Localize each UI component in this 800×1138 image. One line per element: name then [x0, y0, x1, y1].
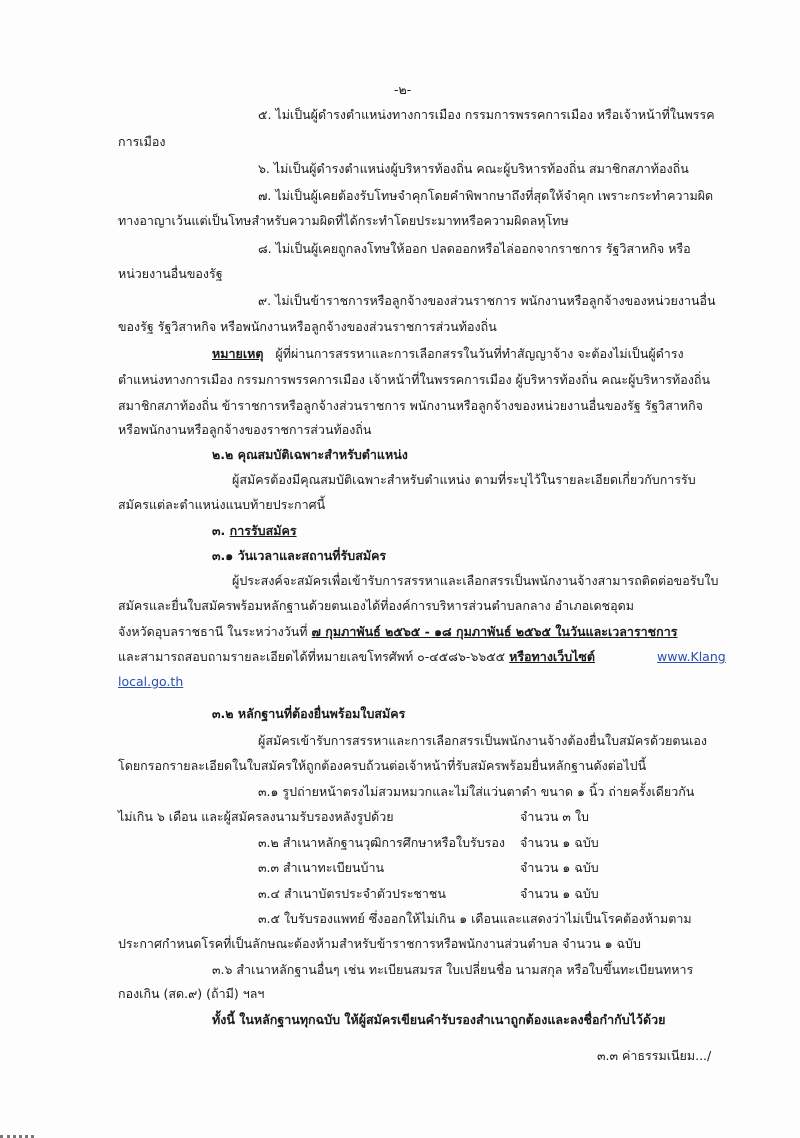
doc-4: ๓.๔ สำเนาบัตรประจำตัวประชาชน: [258, 886, 446, 901]
section-3-1-line-4: [118, 648, 595, 666]
website-label: หรือทางเว็บไซต์: [509, 649, 596, 664]
section-3-title: การรับสมัคร: [229, 523, 297, 538]
doc-4-quantity: จำนวน ๑ ฉบับ: [520, 886, 599, 901]
doc-2: ๓.๒ สำเนาหลักฐานวุฒิการศึกษาหรือใบรับรอง: [258, 835, 505, 850]
item-7-line-2: ทางอาญาเว้นแต่เป็นโทษสำหรับความผิดที่ได้กระทำโดยประมาทหรือความผิดลหุโทษ: [118, 213, 569, 228]
remark-line-3: สมาชิกสภาท้องถิ่น ข้าราชการหรือลูกจ้างส่วนราชการ พนักงานหรือลูกจ้างของหน่วยงานอื่นของรัฐ รัฐวิสาหกิจ: [118, 398, 703, 413]
doc-5-line-2: ประกาศกำหนดโรคที่เป็นลักษณะต้องห้ามสำหรับข้าราชการหรือพนักงานส่วนตำบล จำนวน ๑ ฉบับ: [118, 936, 641, 951]
doc-3: ๓.๓ สำเนาทะเบียนบ้าน: [258, 860, 385, 875]
remark-line-1: [212, 345, 684, 363]
remark-label: หมายเหตุ: [212, 346, 264, 361]
item-8-line-1: ๘. ไม่เป็นผู้เคยถูกลงโทษให้ออก ปลดออกหรือไล่ออกจากราชการ รัฐวิสาหกิจ หรือ: [258, 241, 691, 256]
item-5-line-1: ๕. ไม่เป็นผู้ดำรงตำแหน่งทางการเมือง กรรมการพรรคการเมือง หรือเจ้าหน้าที่ในพรรค: [258, 107, 715, 122]
doc-1-line-1: ๓.๑ รูปถ่ายหน้าตรงไม่สวมหมวกและไม่ใส่แว่นตาดำ ขนาด ๑ นิ้ว ถ่ายครั้งเดียวกัน: [258, 784, 695, 799]
item-6: ๖. ไม่เป็นผู้ดำรงตำแหน่งผู้บริหารท้องถิ่น คณะผู้บริหารท้องถิ่น สมาชิกสภาท้องถิ่น: [258, 161, 689, 176]
section-3-1-heading: ๓.๑ วันเวลาและสถานที่รับสมัคร: [212, 548, 387, 563]
scan-edge-mark: [0, 1129, 34, 1138]
website-link-part-1[interactable]: www.Klang: [657, 649, 726, 664]
section-3-2-line-2: โดยกรอกรายละเอียดในใบสมัครให้ถูกต้องครบถ้วนต่อเจ้าหน้าที่รับสมัครพร้อมยื่นหลักฐานดังต่อไปนี้: [118, 758, 647, 773]
website-link-part-2[interactable]: local.go.th: [118, 674, 184, 689]
doc-6-line-2: กองเกิน (สด.๙) (ถ้ามี) ฯลฯ: [118, 986, 265, 1001]
section-2-2-line-2: สมัครแต่ละตำแหน่งแนบท้ายประกาศนี้: [118, 497, 326, 512]
item-7-line-1: ๗. ไม่เป็นผู้เคยต้องรับโทษจำคุกโดยคำพิพากษาถึงที่สุดให้จำคุก เพราะกระทำความผิด: [258, 188, 714, 203]
section-2-2-heading: ๒.๒ คุณสมบัติเฉพาะสำหรับตำแหน่ง: [212, 447, 408, 462]
phone-text: และสามารถสอบถามรายละเอียดได้ที่หมายเลขโทรศัพท์ ๐-๔๕๘๖-๖๖๕๕: [118, 649, 506, 664]
section-3-1-line-2: สมัครและยื่นใบสมัครพร้อมหลักฐานด้วยตนเองได้ที่องค์การบริหารส่วนตำบลกลาง อำเภอเดชอุดม: [118, 598, 634, 613]
remark-text: ผู้ที่ผ่านการสรรหาและการเลือกสรรในวันที่ทำสัญญาจ้าง จะต้องไม่เป็นผู้ดำรง: [275, 346, 684, 361]
item-5-line-2: การเมือง: [118, 134, 166, 149]
doc-5-line-1: ๓.๕ ใบรับรองแพทย์ ซึ่งออกให้ไม่เกิน ๑ เดือนและแสดงว่าไม่เป็นโรคต้องห้ามตาม: [258, 911, 692, 926]
item-9-line-2: ของรัฐ รัฐวิสาหกิจ หรือพนักงานหรือลูกจ้างของส่วนราชการส่วนท้องถิ่น: [118, 319, 497, 334]
section-3-heading: [212, 522, 297, 540]
doc-2-quantity: จำนวน ๑ ฉบับ: [520, 835, 599, 850]
section-3-1-line-3: [118, 623, 677, 641]
section-2-2-line-1: ผู้สมัครต้องมีคุณสมบัติเฉพาะสำหรับตำแหน่ง ตามที่ระบุไว้ในรายละเอียดเกี่ยวกับการรับ: [232, 472, 696, 487]
documents-note: ทั้งนี้ ในหลักฐานทุกฉบับ ให้ผู้สมัครเขียนคำรับรองสำเนาถูกต้องและลงชื่อกำกับไว้ด้วย: [212, 1012, 666, 1027]
section-3-1-line-1: ผู้ประสงค์จะสมัครเพื่อเข้ารับการสรรหาและเลือกสรรเป็นพนักงานจ้างสามารถติดต่อขอรับใบ: [232, 573, 719, 588]
date-intro: จังหวัดอุบลราชธานี ในระหว่างวันที่: [118, 624, 308, 639]
doc-6-line-1: ๓.๖ สำเนาหลักฐานอื่นๆ เช่น ทะเบียนสมรส ใบเปลี่ยนชื่อ นามสกุล หรือใบขึ้นทะเบียนทหาร: [212, 962, 694, 977]
section-3-2-line-1: ผู้สมัครเข้ารับการสรรหาและการเลือกสรรเป็นพนักงานจ้างต้องยื่นใบสมัครด้วยตนเอง: [258, 733, 707, 748]
remark-line-2: ตำแหน่งทางการเมือง กรรมการพรรคการเมือง เจ้าหน้าที่ในพรรคการเมือง ผู้บริหารท้องถิ่น คณะผู้บริหารท้องถิ่น: [118, 372, 711, 387]
doc-1-quantity: จำนวน ๓ ใบ: [520, 809, 589, 824]
item-9-line-1: ๙. ไม่เป็นข้าราชการหรือลูกจ้างของส่วนราชการ พนักงานหรือลูกจ้างของหน่วยงานอื่น: [258, 293, 716, 308]
section-3-number: ๓.: [212, 523, 226, 538]
page-number: -๒-: [394, 82, 412, 97]
section-3-2-heading: ๓.๒ หลักฐานที่ต้องยื่นพร้อมใบสมัคร: [212, 706, 406, 721]
doc-1-line-2: ไม่เกิน ๖ เดือน และผู้สมัครลงนามรับรองหลังรูปด้วย: [118, 809, 394, 824]
item-8-line-2: หน่วยงานอื่นของรัฐ: [118, 266, 223, 281]
remark-line-4: หรือพนักงานหรือลูกจ้างของราชการส่วนท้องถิ่น: [118, 422, 372, 437]
continuation-footer: ๓.๓ ค่าธรรมเนียม.../: [597, 1048, 712, 1063]
date-range: ๗ กุมภาพันธ์ ๒๕๖๕ - ๑๘ กุมภาพันธ์ ๒๕๖๕ ในวันและเวลาราชการ: [311, 624, 678, 639]
doc-3-quantity: จำนวน ๑ ฉบับ: [520, 860, 599, 875]
